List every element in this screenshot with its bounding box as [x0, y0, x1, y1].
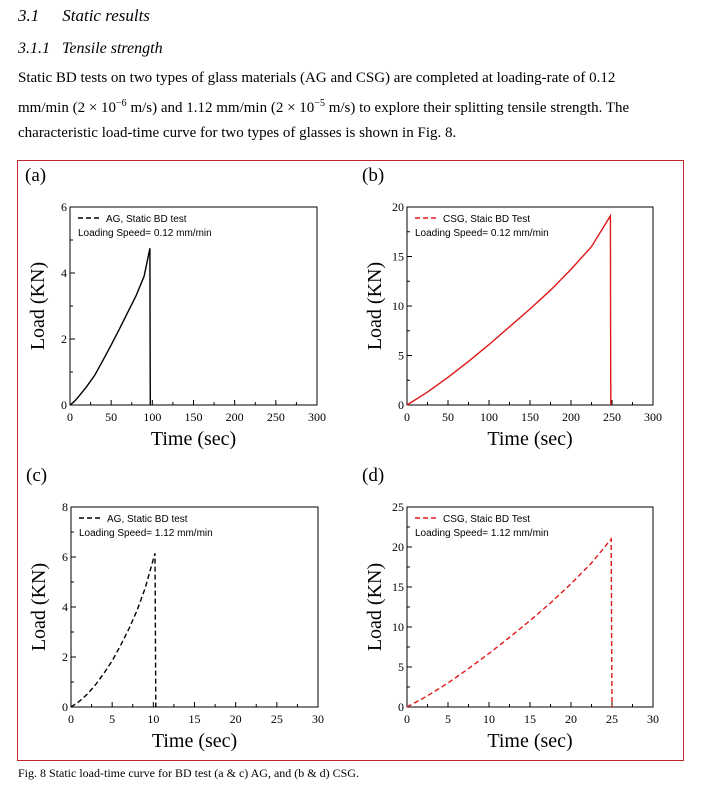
- subsection-number: 3.1.1: [18, 40, 50, 57]
- legend-entry: AG, Static BD test: [107, 514, 188, 525]
- y-axis-label: Load (KN): [27, 261, 49, 351]
- paragraph-exponent-1: −6: [116, 98, 127, 109]
- x-tick-label: 30: [312, 712, 324, 726]
- panel-label: (d): [362, 465, 385, 486]
- x-tick-label: 5: [109, 712, 116, 726]
- y-tick-label: 15: [392, 580, 404, 594]
- y-tick-label: 10: [392, 299, 404, 313]
- section-number: 3.1: [18, 6, 40, 25]
- paragraph-line-2-part-c: m/s) to explore their splitting tensile strength. The: [324, 100, 630, 116]
- x-tick-label: 0: [404, 410, 410, 424]
- y-tick-label: 4: [61, 266, 67, 280]
- x-tick-label: 100: [143, 410, 162, 424]
- y-tick-label: 6: [62, 550, 68, 564]
- series-line: [71, 553, 156, 707]
- x-tick-label: 30: [647, 712, 659, 726]
- y-axis-label: Load (KN): [364, 261, 386, 351]
- x-tick-label: 250: [603, 410, 621, 424]
- x-tick-label: 10: [483, 712, 495, 726]
- chart-panel-3: [26, 465, 324, 752]
- x-tick-label: 50: [442, 410, 454, 424]
- body-paragraph: [18, 66, 690, 146]
- y-tick-label: 20: [392, 540, 404, 554]
- x-tick-label: 20: [565, 712, 577, 726]
- y-tick-label: 0: [398, 398, 404, 412]
- panel-label: (a): [25, 165, 47, 186]
- chart-panel-4: [362, 465, 659, 752]
- paragraph-line-2-part-a: mm/min (2 × 10: [18, 100, 117, 116]
- y-tick-label: 15: [392, 249, 404, 264]
- legend-note: Loading Speed= 0.12 mm/min: [415, 228, 549, 239]
- subsection-title: Tensile strength: [62, 40, 163, 57]
- chart-panel-1: [25, 165, 326, 450]
- paragraph-line-2-part-b: m/s) and 1.12 mm/min (2 × 10: [126, 100, 315, 116]
- series-line: [407, 216, 611, 405]
- subsection-heading: [18, 40, 163, 58]
- legend-note: Loading Speed= 1.12 mm/min: [79, 528, 213, 539]
- legend-note: Loading Speed= 1.12 mm/min: [415, 528, 549, 539]
- x-tick-label: 100: [480, 410, 498, 424]
- figure-panels: [18, 161, 685, 762]
- paragraph-line-1: Static BD tests on two types of glass materials (AG and CSG) are completed at loading-rate of 0.12: [18, 70, 616, 86]
- x-tick-label: 0: [404, 712, 410, 726]
- legend-note: Loading Speed= 0.12 mm/min: [78, 228, 212, 239]
- x-tick-label: 50: [105, 410, 118, 424]
- y-axis-label: Load (KN): [364, 562, 386, 652]
- x-tick-label: 5: [445, 712, 451, 726]
- x-axis-label: Time (sec): [487, 428, 573, 450]
- legend-entry: CSG, Staic BD Test: [443, 214, 531, 225]
- y-tick-label: 8: [62, 500, 68, 514]
- x-tick-label: 300: [644, 410, 662, 424]
- x-tick-label: 10: [147, 712, 160, 726]
- figure-frame: [17, 160, 684, 761]
- x-tick-label: 0: [68, 712, 74, 726]
- series-line: [407, 539, 612, 707]
- paragraph-line-3: characteristic load-time curve for two types of glasses is shown in Fig. 8.: [18, 125, 457, 141]
- y-tick-label: 4: [62, 600, 68, 614]
- panel-label: (b): [362, 165, 385, 186]
- y-tick-label: 0: [61, 398, 67, 412]
- x-tick-label: 150: [184, 410, 203, 424]
- x-tick-label: 200: [562, 410, 580, 424]
- x-tick-label: 25: [606, 712, 618, 726]
- y-tick-label: 5: [398, 660, 404, 674]
- panel-label: (c): [26, 465, 48, 486]
- y-tick-label: 0: [398, 700, 404, 714]
- x-tick-label: 25: [270, 712, 283, 726]
- paragraph-line-2: [18, 91, 690, 121]
- x-tick-label: 200: [225, 410, 244, 424]
- x-tick-label: 250: [266, 410, 285, 424]
- y-tick-label: 5: [398, 348, 404, 363]
- x-axis-label: Time (sec): [487, 730, 573, 752]
- paragraph-exponent-2: −5: [314, 98, 325, 109]
- section-heading: [18, 6, 150, 26]
- chart-panel-2: [362, 165, 662, 450]
- x-tick-label: 0: [67, 410, 73, 424]
- y-tick-label: 20: [392, 200, 404, 214]
- y-tick-label: 10: [392, 620, 404, 634]
- legend-entry: AG, Static BD test: [106, 214, 187, 225]
- x-tick-label: 15: [188, 712, 201, 726]
- x-tick-label: 150: [521, 410, 539, 424]
- figure-caption: Fig. 8 Static load-time curve for BD test (a & c) AG, and (b & d) CSG.: [18, 766, 359, 780]
- series-line: [70, 248, 150, 405]
- y-axis-label: Load (KN): [28, 562, 50, 652]
- x-tick-label: 20: [229, 712, 242, 726]
- y-tick-label: 6: [61, 200, 67, 214]
- y-tick-label: 25: [392, 500, 404, 514]
- legend-entry: CSG, Staic BD Test: [443, 514, 531, 525]
- x-tick-label: 15: [524, 712, 536, 726]
- y-tick-label: 2: [61, 332, 67, 346]
- x-tick-label: 300: [308, 410, 326, 424]
- x-axis-label: Time (sec): [150, 428, 237, 450]
- x-axis-label: Time (sec): [151, 730, 238, 752]
- section-title: Static results: [62, 6, 150, 25]
- y-tick-label: 2: [62, 650, 68, 664]
- y-tick-label: 0: [62, 700, 68, 714]
